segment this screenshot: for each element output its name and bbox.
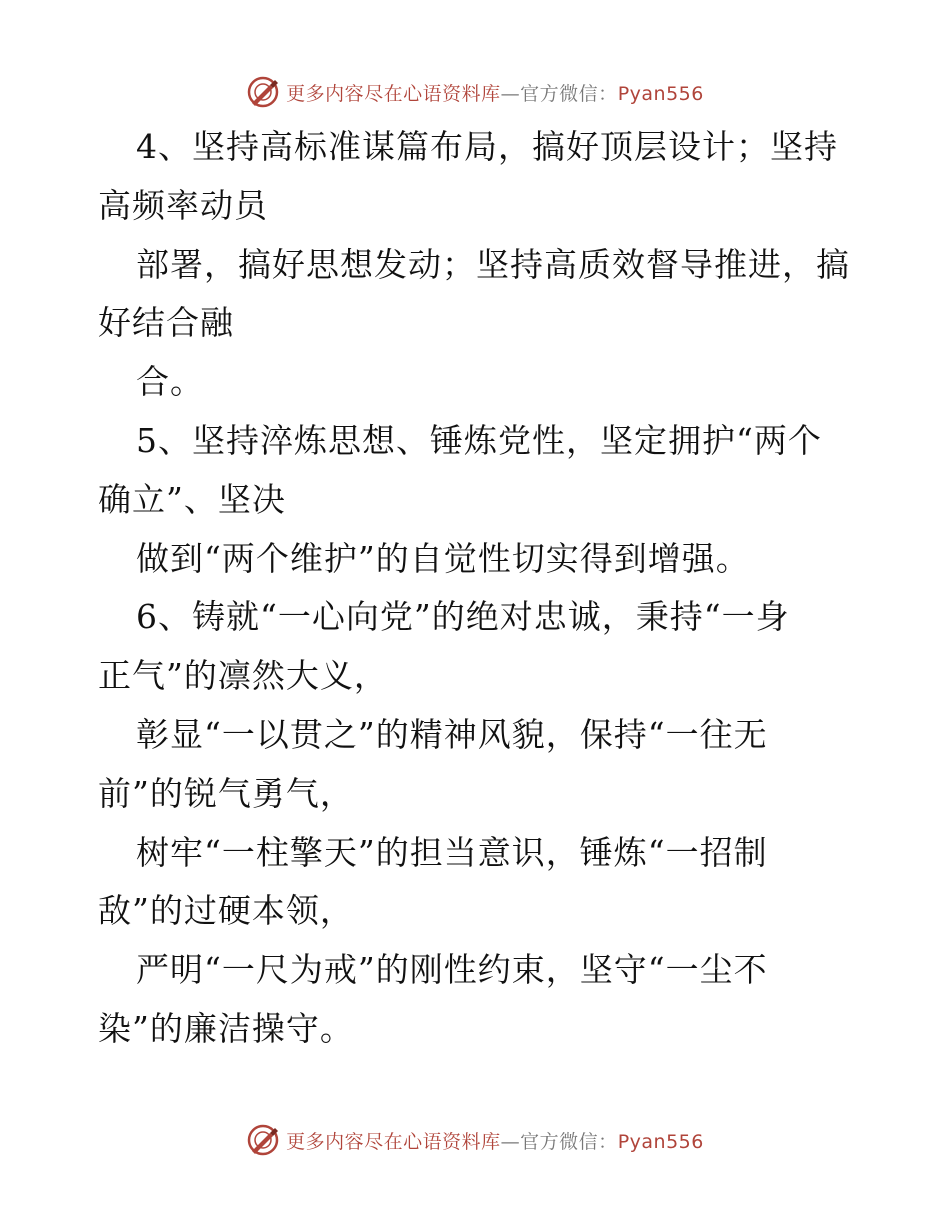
text-line: 部署，搞好思想发动；坚持高质效督导推进，搞 xyxy=(136,244,850,284)
banner-account: Pyan556 xyxy=(617,82,704,105)
document-body xyxy=(98,118,858,1059)
text-line: 确立”、坚决 xyxy=(98,479,286,519)
text-line: 4、坚持高标准谋篇布局，搞好顶层设计；坚持 xyxy=(136,127,838,166)
text-line: 严明“一尺为戒”的刚性约束，坚守“一尘不 xyxy=(136,950,768,990)
text-line: 做到“两个维护”的自觉性切实得到增强。 xyxy=(136,538,750,578)
banner-text xyxy=(286,1127,704,1154)
text-line: 好结合融 xyxy=(98,303,234,343)
text-line: 6、铸就“一心向党”的绝对忠诚，秉持“一身 xyxy=(136,597,790,637)
pen-logo-icon xyxy=(246,1123,280,1157)
banner-label: 官方微信： xyxy=(520,82,618,105)
banner-separator: — xyxy=(500,82,521,105)
text-line: 染”的廉洁操守。 xyxy=(98,1008,354,1048)
banner-main-text: 更多内容尽在心语资料库 xyxy=(286,82,501,105)
text-line: 树牢“一柱擎天”的担当意识，锤炼“一招制 xyxy=(136,832,768,872)
text-line: 高频率动员 xyxy=(98,185,268,225)
text-line: 5、坚持淬炼思想、锤炼党性，坚定拥护“两个 xyxy=(136,420,822,460)
banner-label: 官方微信： xyxy=(520,1130,618,1153)
footer-banner xyxy=(0,1120,950,1160)
header-banner xyxy=(0,72,950,112)
text-line: 彰显“一以贯之”的精神风貌，保持“一往无 xyxy=(136,714,768,754)
banner-account: Pyan556 xyxy=(617,1130,704,1153)
banner-text xyxy=(286,79,704,106)
pen-logo-icon xyxy=(246,75,280,109)
text-line: 前”的锐气勇气， xyxy=(98,773,354,813)
banner-separator: — xyxy=(500,1130,521,1153)
text-line: 合。 xyxy=(136,362,204,402)
text-line: 正气”的凛然大义， xyxy=(98,656,388,696)
text-line: 敌”的过硬本领， xyxy=(98,891,354,931)
banner-main-text: 更多内容尽在心语资料库 xyxy=(286,1130,501,1153)
